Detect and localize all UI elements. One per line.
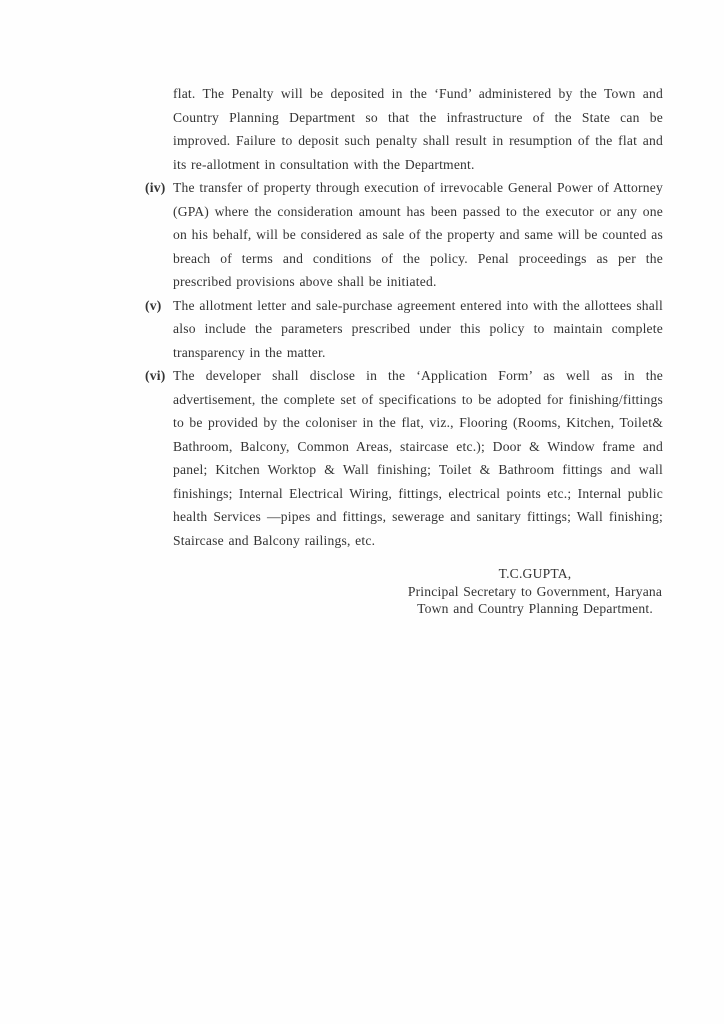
item-text: The developer shall disclose in the ‘Application Form’ as well as in the advertisement, the complete set of specifications to be adopted for finishing/fittings to be provided by the coloniser in the flat, viz., Flooring (Rooms, Kitchen, Toilet& Bathroom, Balcony, Common Areas, staircase etc.); Door & Window frame and panel; Kitchen Worktop & Wall finishing; Toilet & Bathroom fittings and wall finishings; Internal Electrical Wiring, fittings, electrical points etc.; Internal public health Services —pipes and fittings, sewerage and sanitary fittings; Wall finishing; Staircase and Balcony railings, etc.: [173, 368, 663, 548]
signatory-title-line1: Principal Secretary to Government, Haryana: [407, 583, 663, 599]
item-text: The allotment letter and sale-purchase agreement entered into with the allottees shall also include the parameters prescribed under this policy to maintain complete transparency in the matter.: [173, 297, 663, 360]
signatory-title-line2: Town and Country Planning Department.: [417, 601, 653, 616]
item-label: (iv): [145, 180, 166, 195]
item-label: (v): [145, 297, 162, 313]
policy-item-iv: [145, 176, 663, 294]
signatory-name: T.C.GUPTA,: [498, 566, 572, 581]
document-content: [145, 82, 663, 618]
signature-block: [390, 565, 680, 618]
policy-item-vi: [145, 364, 663, 552]
item-text: The transfer of property through execution of irrevocable General Power of Attorney (GPA) where the consideration amount has been passed to the executor or any one on his behalf, will be considered as sale of the property and same will be counted as breach of terms and conditions of the policy. Penal proceedings as per the prescribed provisions above shall be initiated.: [173, 180, 663, 289]
item-label: (vi): [145, 368, 166, 383]
intro-paragraph: flat. The Penalty will be deposited in the ‘Fund’ administered by the Town and Country Planning Department so that the infrastructure of the State can be improved. Failure to deposit such penalty shall result in resumption of the flat and its re-allotment in consultation with the Department.: [173, 86, 663, 172]
policy-item-v: [145, 294, 663, 365]
